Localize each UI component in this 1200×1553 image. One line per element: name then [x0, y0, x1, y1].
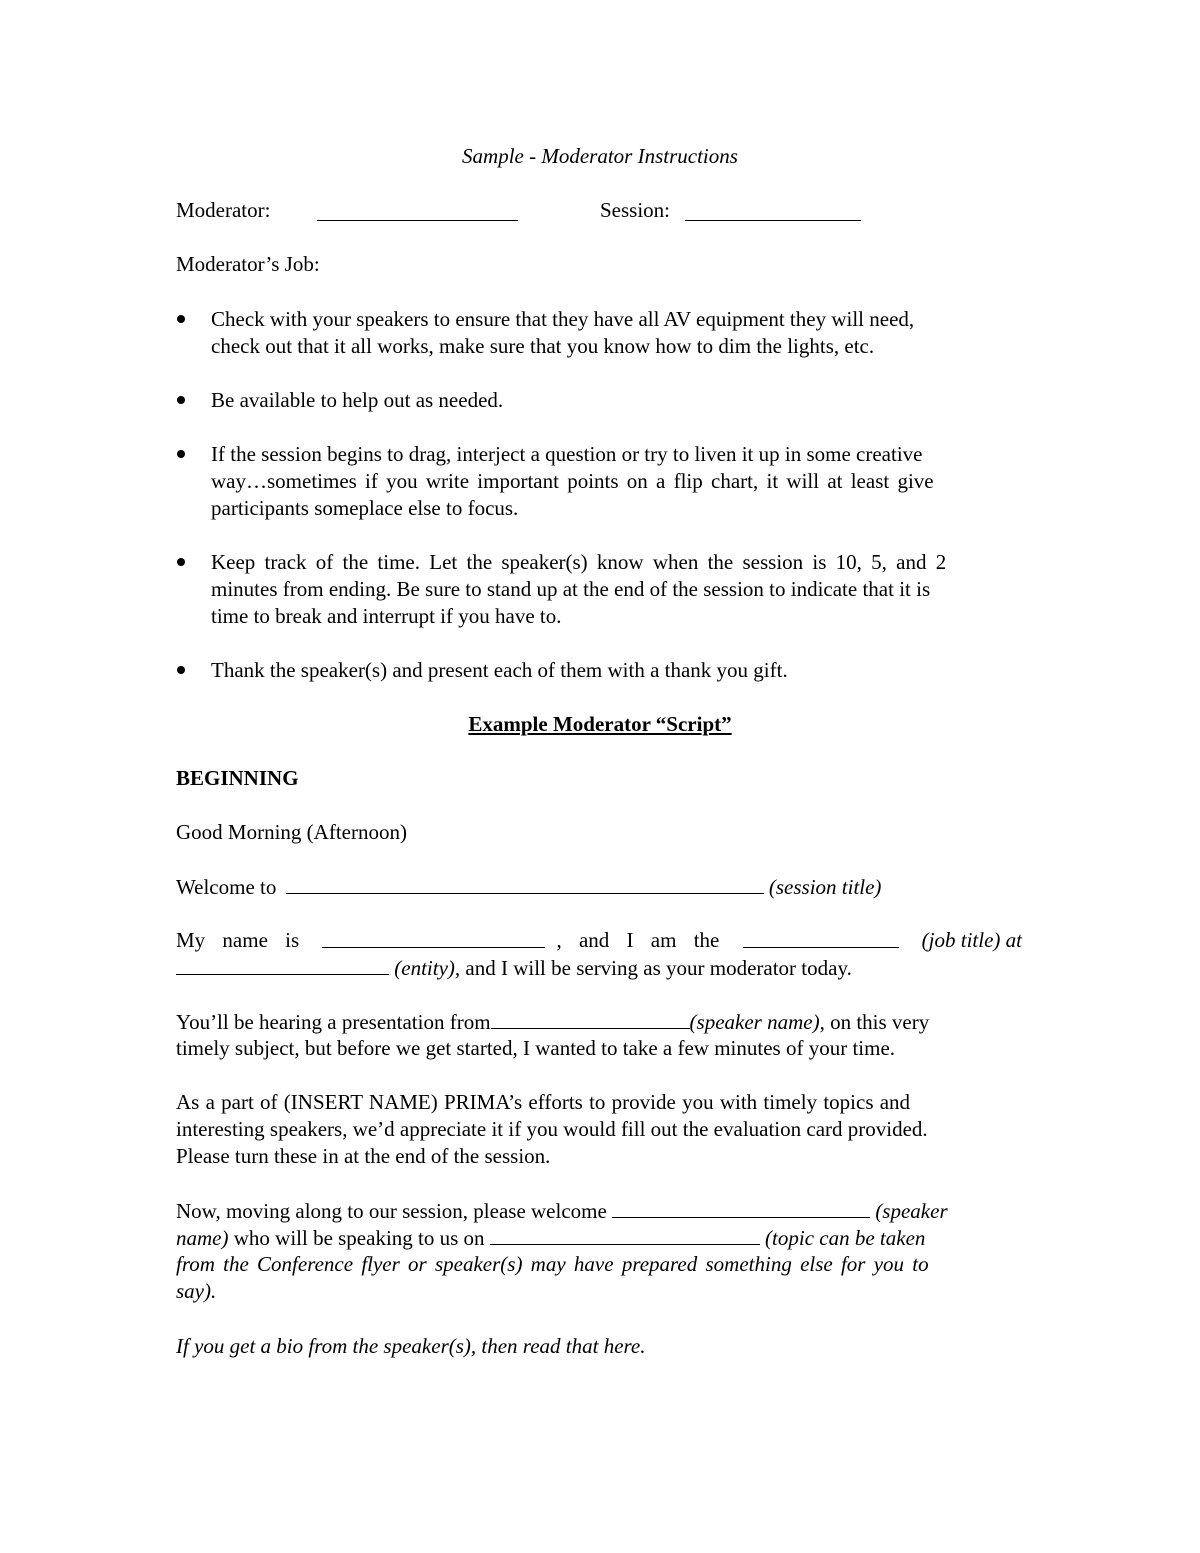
welcome-speaker-prefix: Now, moving along to our session, please welcome	[176, 1199, 607, 1223]
session-label: Session:	[600, 198, 671, 222]
bullet-icon	[177, 558, 185, 566]
bullet-5-line-1: Thank the speaker(s) and present each of them with a thank you gift.	[211, 658, 788, 682]
eval-line-2: interesting speakers, we’d appreciate it if you would fill out the evaluation card provided.	[176, 1117, 928, 1141]
bullet-4-line-2: minutes from ending. Be sure to stand up at the end of the session to indicate that it is	[211, 577, 931, 601]
speaker-name-hint: (speaker name)	[689, 1010, 820, 1034]
beginning-heading: BEGINNING	[176, 766, 299, 790]
moderator-blank[interactable]	[317, 200, 518, 221]
welcome-prefix: Welcome to	[176, 875, 277, 899]
name-close-hint: name)	[176, 1226, 229, 1250]
speaking-to: who will be speaking to us on	[233, 1226, 485, 1250]
speaker-blank[interactable]	[612, 1197, 870, 1218]
eval-line-1: As a part of (INSERT NAME) PRIMA’s efforts to provide you with timely topics and	[176, 1090, 911, 1114]
bullet-icon	[177, 396, 185, 404]
name-prefix: My name is	[176, 928, 300, 952]
bullet-4-line-3: time to break and interrupt if you have to.	[211, 604, 562, 628]
name-blank[interactable]	[322, 927, 545, 948]
bullet-icon	[177, 450, 185, 458]
session-blank[interactable]	[685, 200, 861, 221]
bullet-4-line-1: Keep track of the time. Let the speaker(s) know when the session is 10, 5, and 2	[211, 550, 947, 574]
name-mid: , and I am the	[556, 928, 720, 952]
speaker-hint: (speaker	[875, 1199, 948, 1223]
bullet-1-line-1: Check with your speakers to ensure that they have all AV equipment they will need,	[211, 307, 915, 331]
job-heading: Moderator’s Job:	[176, 252, 320, 276]
bio-line: If you get a bio from the speaker(s), then read that here.	[176, 1334, 646, 1358]
greeting-line: Good Morning (Afternoon)	[176, 820, 407, 844]
bullet-2-line-1: Be available to help out as needed.	[211, 388, 504, 412]
hearing-prefix: You’ll be hearing a presentation from	[176, 1010, 491, 1034]
eval-line-3: Please turn these in at the end of the session.	[176, 1144, 551, 1168]
speaker-name-blank[interactable]	[491, 1008, 690, 1029]
flyer-line: from the Conference flyer or speaker(s) may have prepared something else for you to	[176, 1252, 929, 1276]
hearing-line-1	[176, 1008, 929, 1036]
entity-hint: (entity),	[394, 956, 461, 980]
entity-rest: and I will be serving as your moderator today.	[465, 956, 852, 980]
bullet-3-line-2: way…sometimes if you write important points on a flip chart, it will at least give	[211, 469, 934, 493]
bullet-3-line-1: If the session begins to drag, interject a question or try to liven it up in some creative	[211, 442, 923, 466]
document-title: Sample - Moderator Instructions	[462, 144, 738, 168]
bullet-icon	[177, 666, 185, 674]
welcome-speaker-line-2	[176, 1224, 925, 1252]
moderator-label: Moderator:	[176, 198, 271, 222]
session-title-hint: (session title)	[768, 875, 882, 899]
topic-blank[interactable]	[490, 1224, 760, 1245]
name-line	[176, 927, 1022, 954]
bullet-3-line-3: participants someplace else to focus.	[211, 496, 519, 520]
bullet-1-line-2: check out that it all works, make sure that you know how to dim the lights, etc.	[211, 334, 875, 358]
job-title-hint: (job title) at	[921, 928, 1022, 952]
welcome-speaker-line-1	[176, 1197, 948, 1225]
entity-blank[interactable]	[176, 954, 389, 975]
hearing-rest: , on this very	[819, 1010, 930, 1034]
session-title-blank[interactable]	[286, 873, 764, 894]
bullet-icon	[177, 315, 185, 323]
hearing-line-2: timely subject, but before we get started, I wanted to take a few minutes of your time.	[176, 1036, 896, 1060]
say-line: say).	[176, 1279, 217, 1303]
topic-hint: (topic can be taken	[765, 1226, 926, 1250]
script-heading: Example Moderator “Script”	[468, 712, 732, 736]
job-title-blank[interactable]	[743, 927, 899, 948]
entity-line	[176, 954, 852, 982]
welcome-line	[176, 873, 881, 901]
